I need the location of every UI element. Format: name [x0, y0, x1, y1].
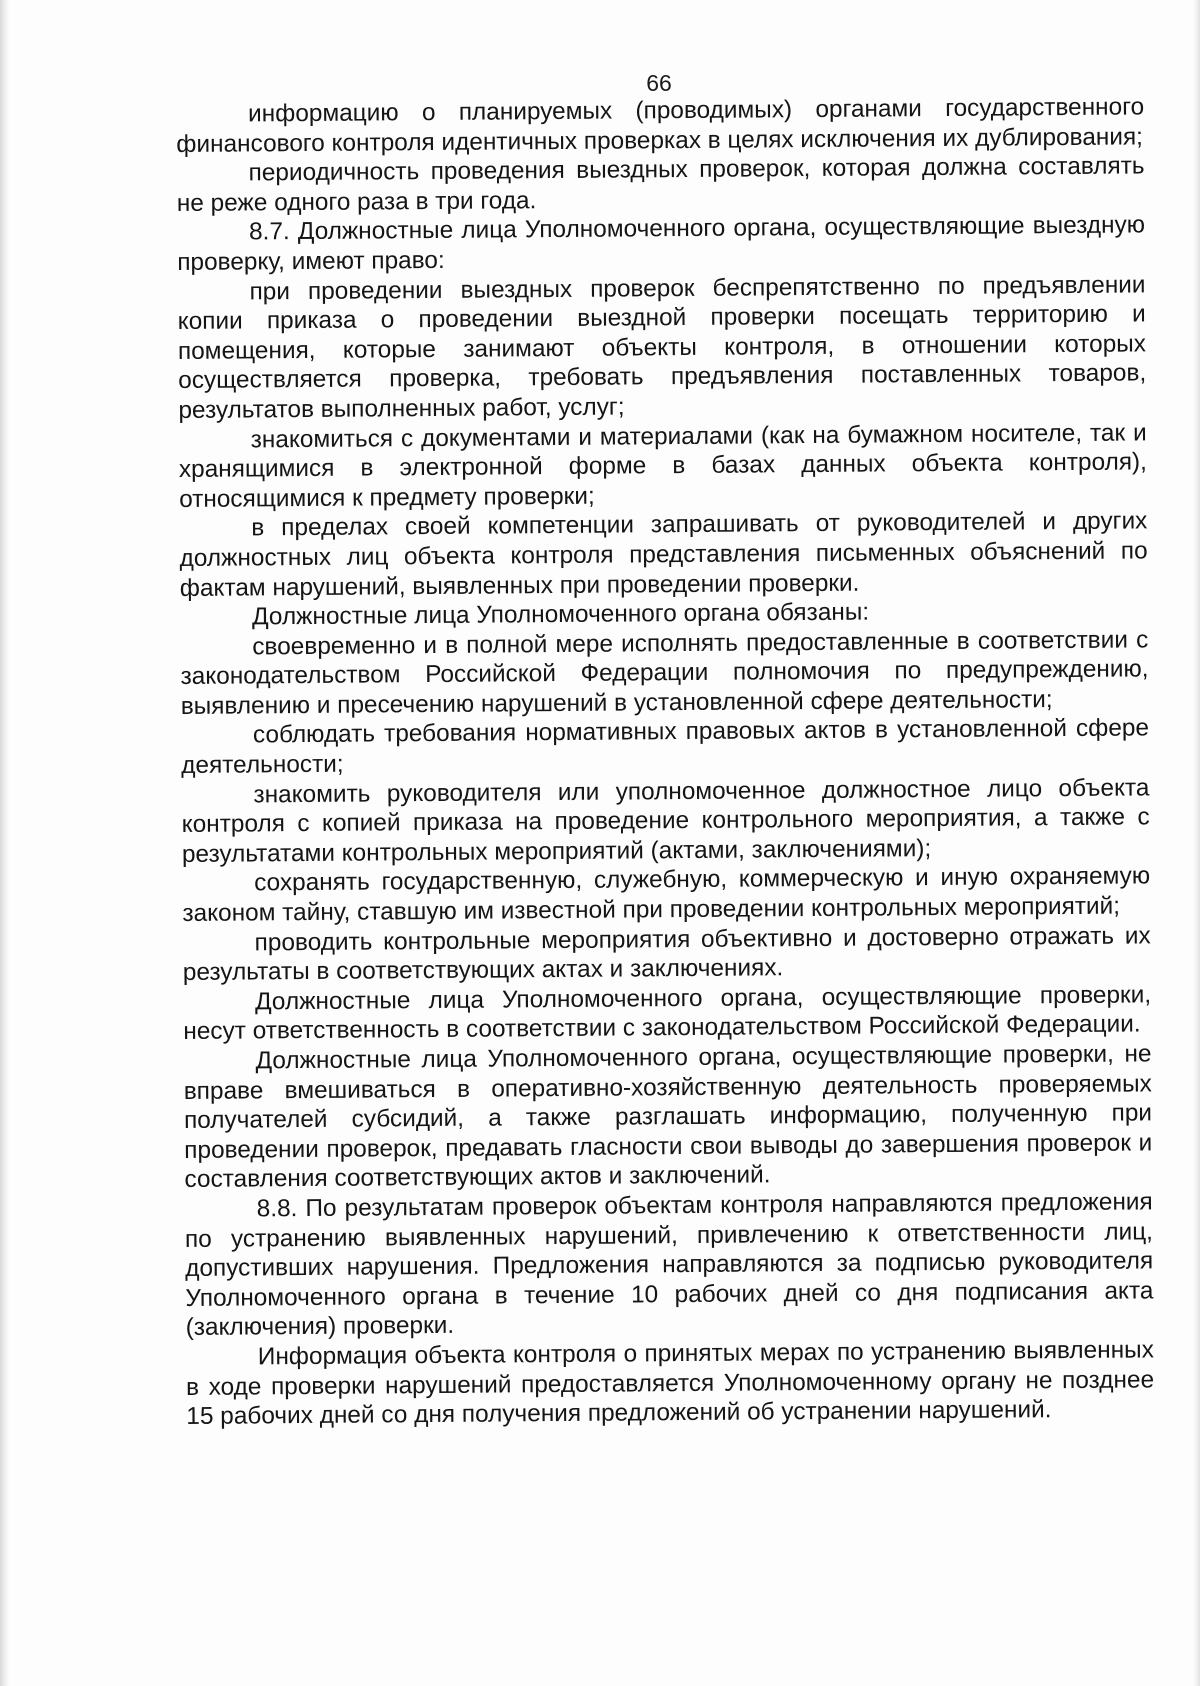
- paragraph-15: 8.8. По результатам проверок объектам контроля направляются предложения по устранению выявленных нарушений, привлечению к ответственности лиц, допустивших нарушения. Предложения направляются за подписью руководителя Уполномоченного органа в течение 10 рабочих дней со дня подписания акта (заключения) проверки.: [184, 1188, 1154, 1342]
- paragraph-1: информацию о планируемых (проводимых) органами государственного финансового контроля идентичных проверках в целях исключения их дублирования;: [176, 93, 1145, 158]
- paragraph-12: проводить контрольные мероприятия объективно и достоверно отражать их результаты в соответствующих актах и заключениях.: [182, 921, 1151, 987]
- paragraph-5: знакомиться с документами и материалами (как на бумажном носителе, так и хранящимися в электронной форме в базах данных объекта контроля), относящимися к предмету проверки;: [178, 418, 1147, 513]
- paragraph-14: Должностные лица Уполномоченного органа, осуществляющие проверки, не вправе вмешиваться в оперативно-хозяйственную деятельность проверяемых получателей субсидий, а также разглашать информацию, полученную при проведении проверок, предавать гласности свои выводы до завершения проверок и составления соответствующих актов и заключений.: [183, 1040, 1153, 1194]
- paragraph-11: сохранять государственную, служебную, коммерческую и иную охраняемую законом тайну, ставшую им известной при проведении контрольных мероприятий;: [182, 862, 1151, 928]
- paragraph-6: в пределах своей компетенции запрашивать от руководителей и других должностных лиц объекта контроля представления письменных объяснений по фактам нарушений, выявленных при проведении проверки.: [179, 507, 1148, 602]
- scan-edge-left: [0, 0, 10, 1686]
- document-body: [176, 92, 1154, 1431]
- page-number: 66: [646, 70, 672, 96]
- paragraph-16: Информация объекта контроля о принятых мерах по устранению выявленных в ходе проверки нарушений предоставляется Уполномоченному органу не позднее 15 рабочих дней со дня получения предложений об устранении нарушений.: [186, 1336, 1155, 1431]
- paragraph-4: при проведении выездных проверок беспрепятственно по предъявлении копии приказа о проведении выездной проверки посещать территорию и помещения, которые занимают объекты контроля, в отношении которых осуществляется проверка, требовать предъявления поставленных товаров, результатов выполненных работ, услуг;: [177, 270, 1147, 424]
- paragraph-8: своевременно и в полной мере исполнять предоставленные в соответствии с законодательством Российской Федерации полномочия по предупреждению, выявлению и пресечению нарушений в установленной сфере деятельности;: [180, 626, 1149, 720]
- scan-edge-right: [1192, 0, 1200, 1686]
- paragraph-9: соблюдать требования нормативных правовых актов в установленной сфере деятельности;: [181, 714, 1150, 780]
- paragraph-13: Должностные лица Уполномоченного органа, осуществляющие проверки, несут ответственность в соответствии с законодательством Российской Федерации.: [183, 981, 1152, 1046]
- paragraph-10: знакомить руководителя или уполномоченное должностное лицо объекта контроля с копией приказа на проведение контрольного мероприятия, а также с результатами контрольных мероприятий (актами, заключениями);: [181, 774, 1150, 868]
- paragraph-7: Должностные лица Уполномоченного органа обязаны:: [251, 598, 870, 631]
- paragraph-3: 8.7. Должностные лица Уполномоченного органа, осуществляющие выездную проверку, имеют право:: [177, 211, 1146, 276]
- paragraph-2: периодичность проведения выездных проверок, которая должна составлять не реже одного раза в три года.: [176, 152, 1145, 217]
